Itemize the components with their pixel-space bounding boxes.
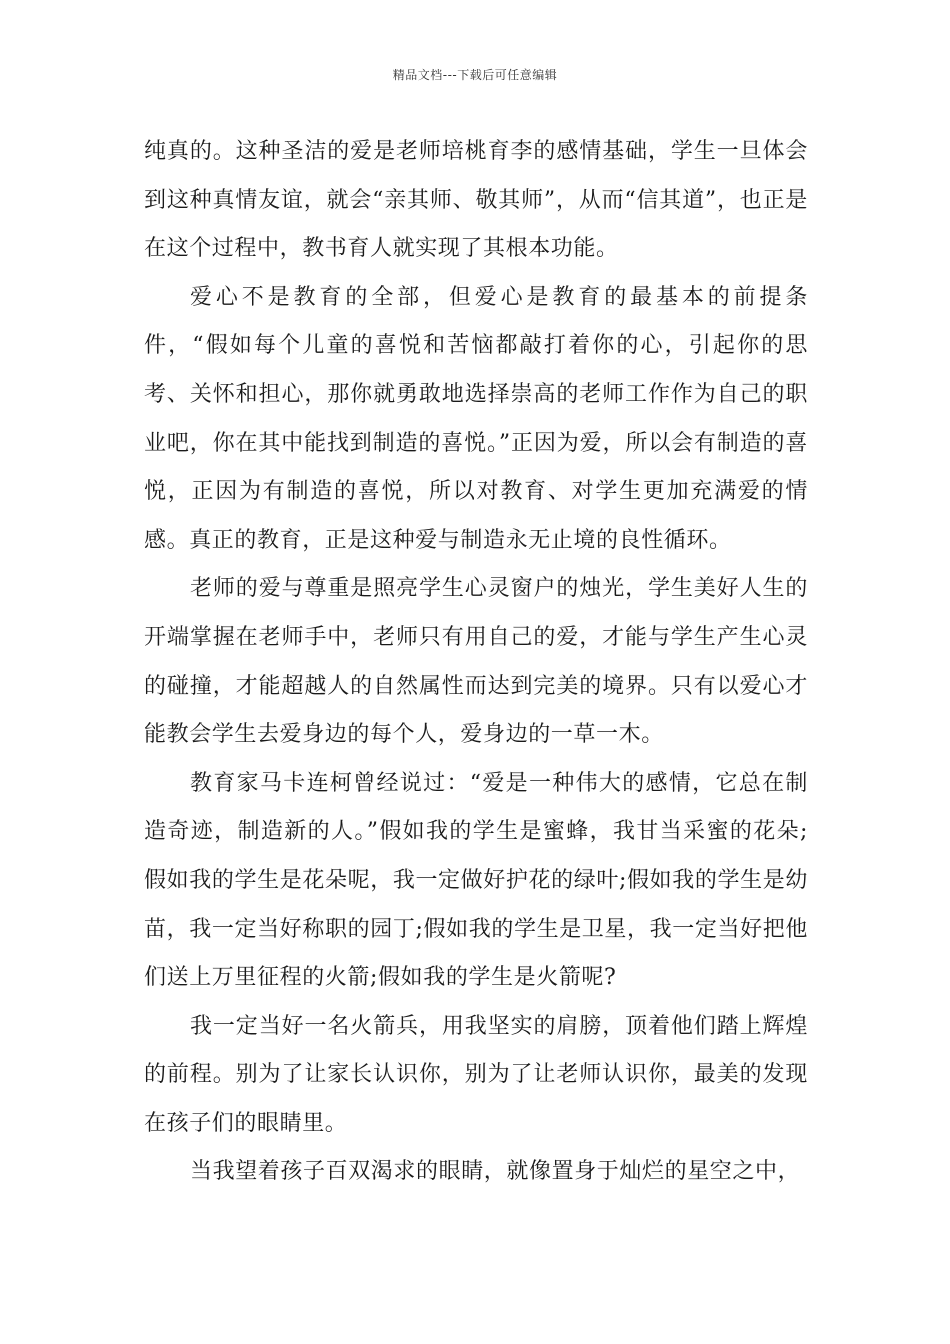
paragraph-4: 教育家马卡连柯曾经说过：“爱是一种伟大的感情，它总在制造奇迹，制造新的人。”假如我的学生是蜜蜂，我甘当采蜜的花朵;假如我的学生是花朵呢，我一定做好护花的绿叶;假如我的学生是幼苗，我一定当好称职的园丁;假如我的学生是卫星，我一定当好把他们送上万里征程的火箭;假如我的学生是火箭呢? xyxy=(144,770,808,991)
paragraph-6: 当我望着孩子百双渴求的眼睛，就像置身于灿烂的星空之中， xyxy=(190,1159,801,1185)
paragraph-2: 爱心不是教育的全部，但爱心是教育的最基本的前提条件，“假如每个儿童的喜悦和苦恼都敲打着你的心，引起你的思考、关怀和担心，那你就勇敢地选择崇高的老师工作作为自己的职业吧，你在其中能找到制造的喜悦。”正因为爱，所以会有制造的喜悦，正因为有制造的喜悦，所以对教育、对学生更加充满爱的情感。真正的教育，正是这种爱与制造永无止境的良性循环。 xyxy=(144,284,808,553)
page-header: 精品文档---下载后可任意编辑 xyxy=(392,68,558,82)
paragraph-1: 纯真的。这种圣洁的爱是老师培桃育李的感情基础，学生一旦体会到这种真情友谊，就会“亲其师、敬其师”，从而“信其道”，也正是在这个过程中，教书育人就实现了其根本功能。 xyxy=(144,139,808,262)
paragraph-5: 我一定当好一名火箭兵，用我坚实的肩膀，顶着他们踏上辉煌的前程。别为了让家长认识你，别为了让老师认识你，最美的发现在孩子们的眼睛里。 xyxy=(144,1013,808,1136)
paragraph-3: 老师的爱与尊重是照亮学生心灵窗户的烛光，学生美好人生的开端掌握在老师手中，老师只有用自己的爱，才能与学生产生心灵的碰撞，才能超越人的自然属性而达到完美的境界。只有以爱心才能教会学生去爱身边的每个人，爱身边的一草一木。 xyxy=(144,576,808,748)
document-body xyxy=(144,128,808,1197)
